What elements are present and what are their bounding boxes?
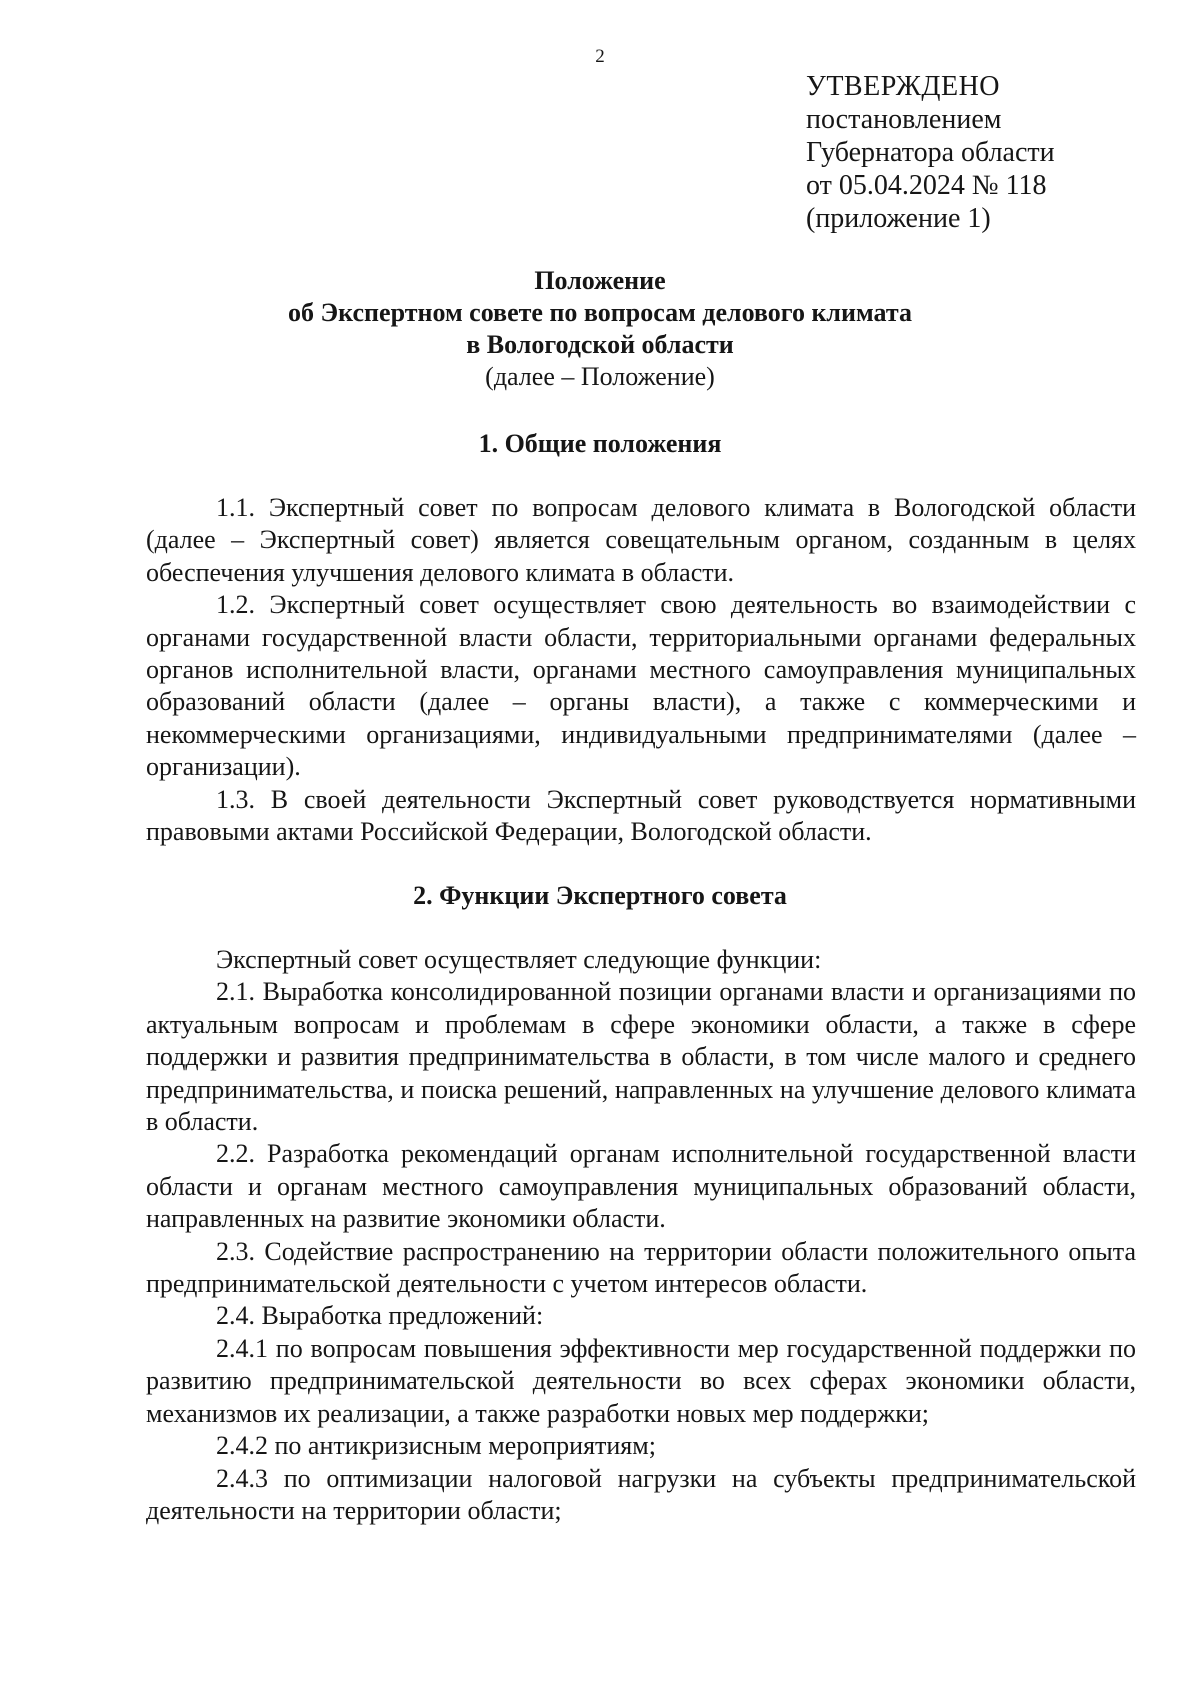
page-number: 2 <box>595 46 605 67</box>
paragraph: 2.4.3 по оптимизации налоговой нагрузки на субъекты предпринимательской деятельности на территории области; <box>146 1463 1136 1525</box>
section-body <box>146 492 1136 848</box>
paragraph: 2.4.1 по вопросам повышения эффективности мер государственной поддержки по развитию предпринимательской деятельности во всех сферах экономики области, механизмов их реализации, а также разработки новых мер поддержки; <box>146 1333 1136 1428</box>
paragraph: 2.4. Выработка предложений: <box>216 1301 544 1331</box>
section-body <box>146 944 1136 1527</box>
paragraph: 2.2. Разработка рекомендаций органам исполнительной государственной власти области и органам местного самоуправления муниципальных образований области, направленных на развитие экономики области. <box>146 1139 1136 1234</box>
paragraph: 2.1. Выработка консолидированной позиции органами власти и организациями по актуальным вопросам и проблемам в сфере экономики области, а также в сфере поддержки и развития предпринимательства в области, в том числе малого и среднего предпринимательства, и поиска решений, направленных на улучшение делового климата в области. <box>146 977 1136 1137</box>
approval-line: Губернатора области <box>806 137 1055 168</box>
approval-heading: УТВЕРЖДЕНО <box>806 71 1001 102</box>
title-line: Положение <box>534 266 666 295</box>
paragraph: 1.1. Экспертный совет по вопросам делового климата в Вологодской области (далее – Экспертный совет) является совещательным органом, созданным в целях обеспечения улучшения делового климата в области. <box>146 493 1136 587</box>
paragraph: Экспертный совет осуществляет следующие функции: <box>216 945 822 974</box>
paragraph: 1.3. В своей деятельности Экспертный совет руководствуется нормативными правовыми актами Российской Федерации, Вологодской области. <box>146 784 1136 847</box>
paragraph: 2.3. Содействие распространению на территории области положительного опыта предпринимательской деятельности с учетом интересов области. <box>146 1236 1136 1299</box>
approval-stamp <box>806 70 1055 235</box>
approval-line: постановлением <box>806 104 1002 135</box>
section-heading: 1. Общие положения <box>478 429 722 458</box>
approval-line: (приложение 1) <box>806 203 991 234</box>
section-heading: 2. Функции Экспертного совета <box>413 881 787 910</box>
title-subline: (далее – Положение) <box>485 362 715 391</box>
title-line: об Экспертном совете по вопросам делового климата <box>288 298 912 327</box>
paragraph: 2.4.2 по антикризисным мероприятиям; <box>216 1431 656 1461</box>
approval-line: от 05.04.2024 № 118 <box>806 170 1047 201</box>
document-title <box>0 265 1200 393</box>
title-line: в Вологодской области <box>466 330 734 359</box>
paragraph: 1.2. Экспертный совет осуществляет свою деятельность во взаимодействии с органами государственной власти области, территориальными органами федеральных органов исполнительной власти, органами местного самоуправления муниципальных образований области (далее – органы власти), а также с коммерческими и некоммерческими организациями, индивидуальными предпринимателями (далее – организации). <box>146 590 1136 782</box>
